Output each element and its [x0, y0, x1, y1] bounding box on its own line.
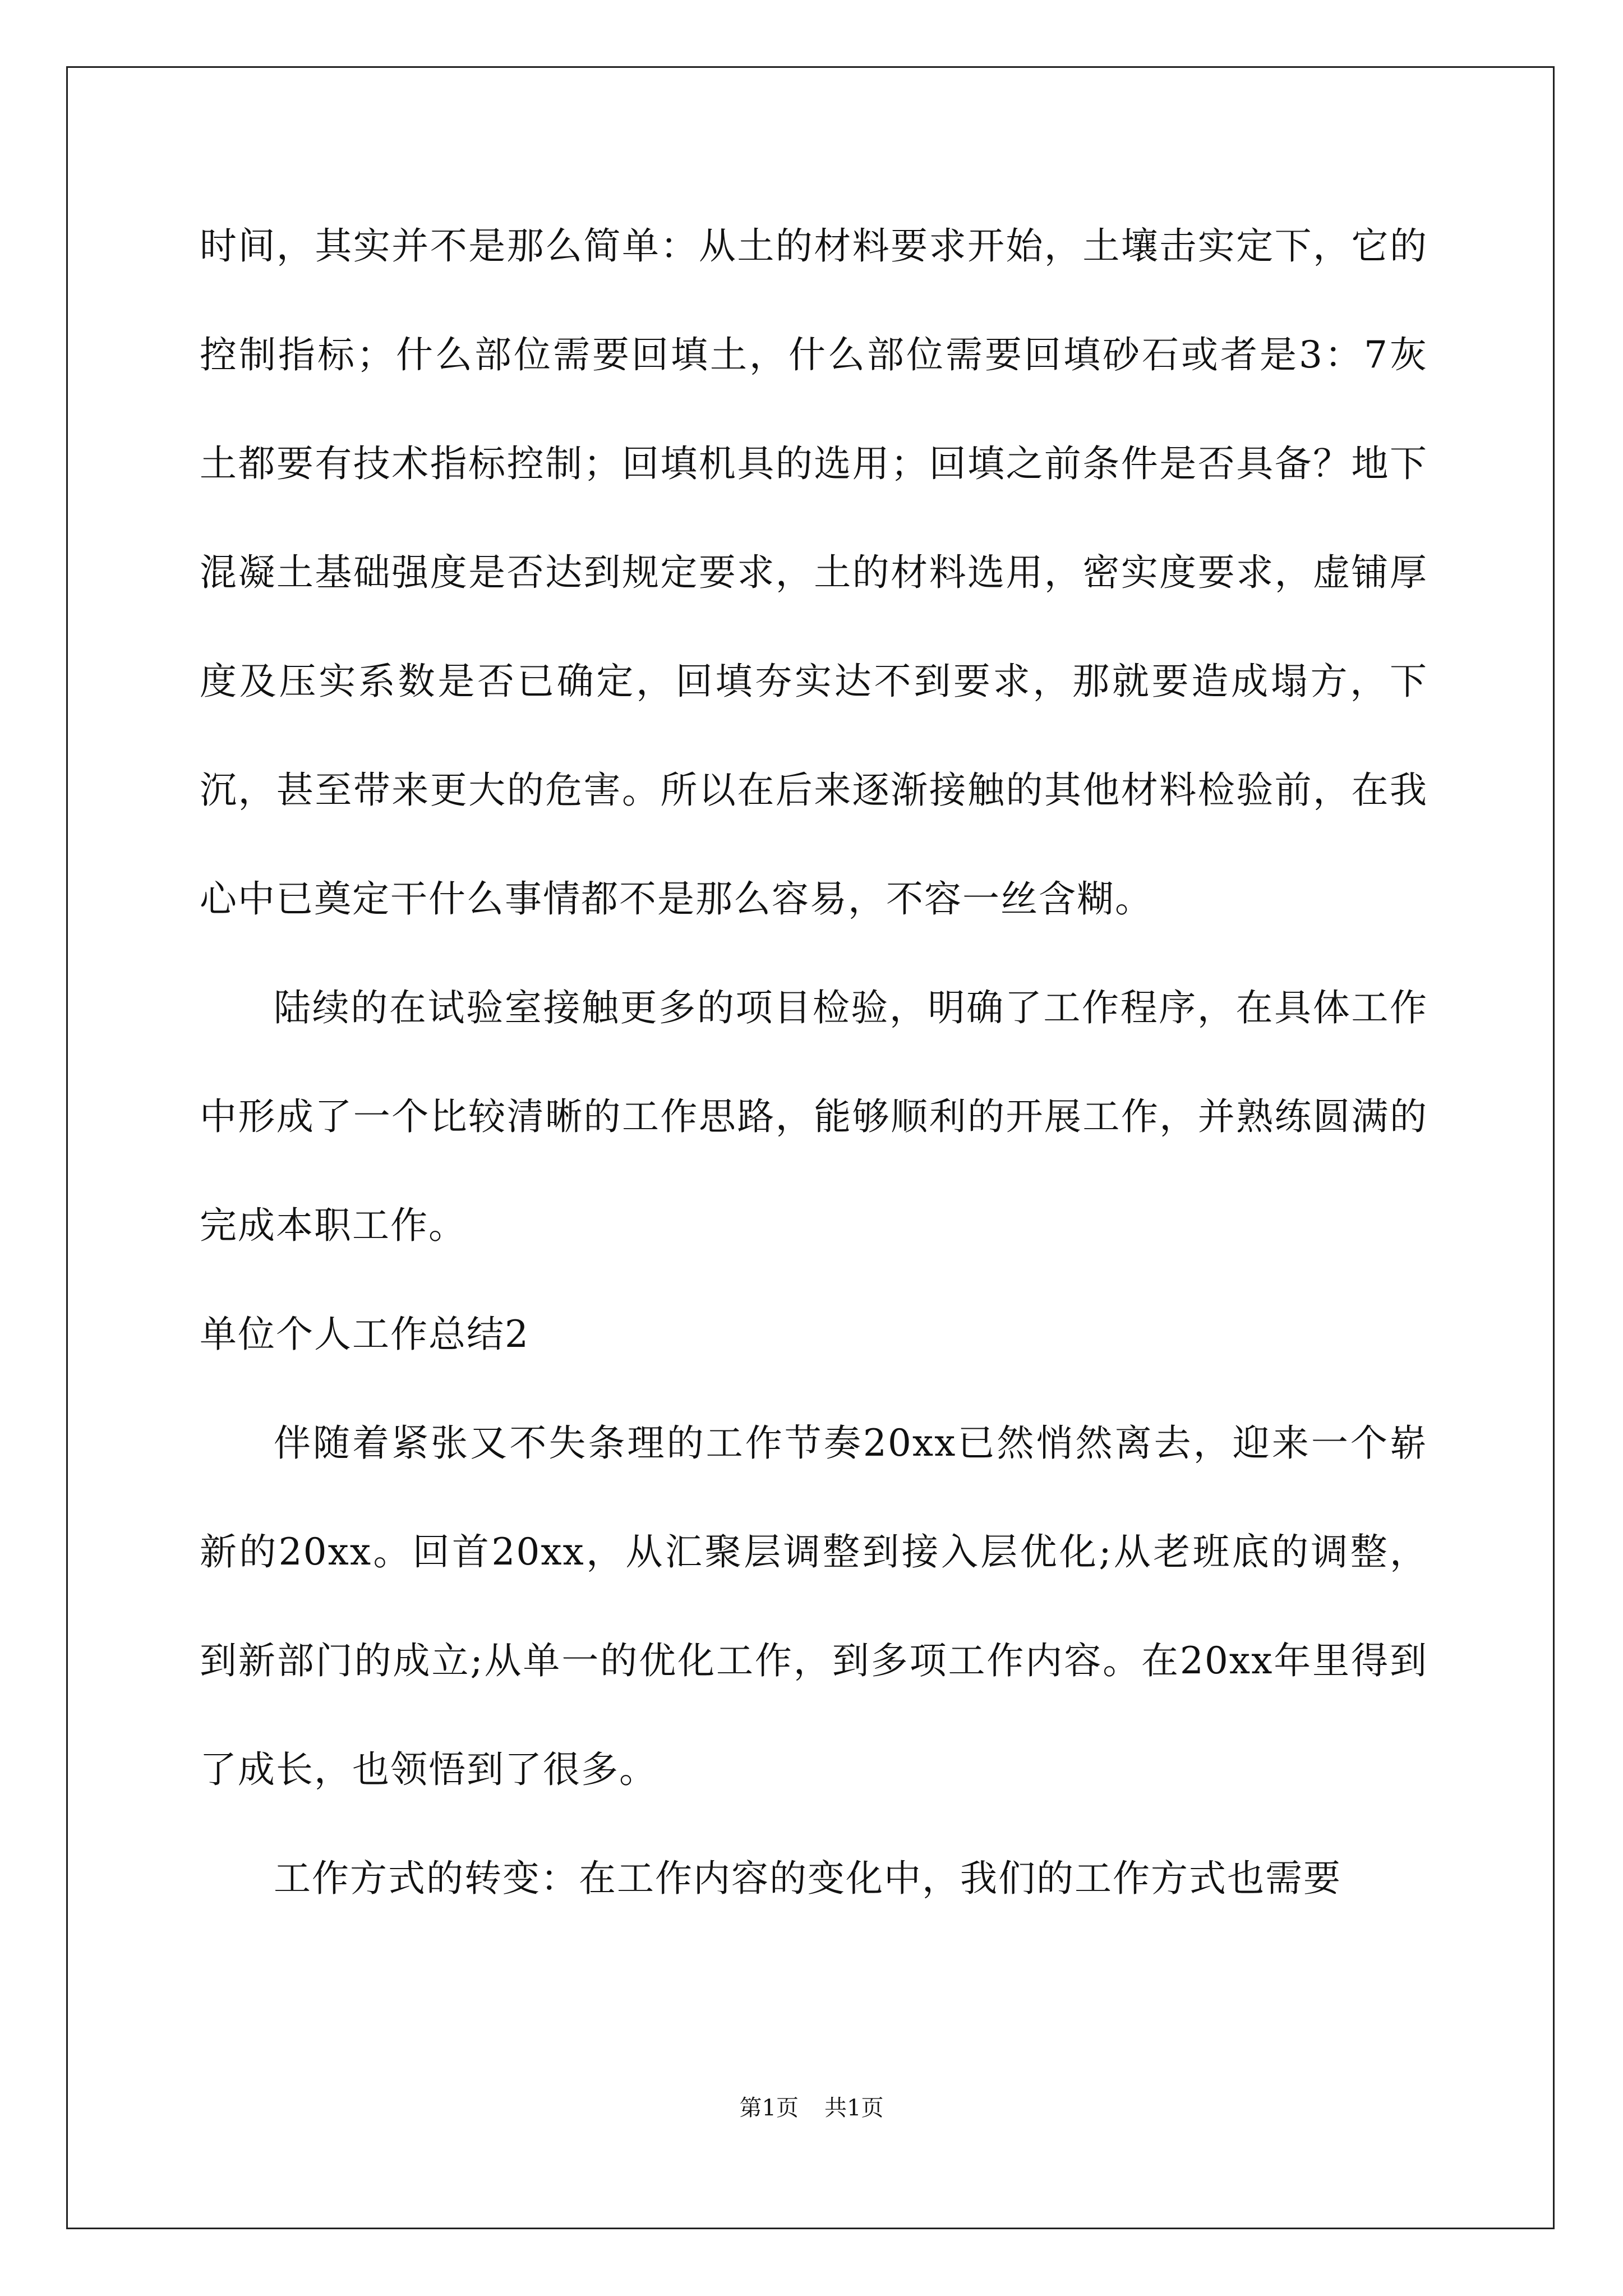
page-number: 第1页 — [739, 2095, 799, 2121]
paragraph-1: 时间，其实并不是那么简单：从土的材料要求开始，土壤击实定下，它的控制指标；什么部位需要回填土，什么部位需要回填砂石或者是3：7灰土都要有技术指标控制；回填机具的选用；回填之前条件是否具备？地下混凝土基础强度是否达到规定要求，土的材料选用，密实度要求，虚铺厚度及压实系数是否已确定，回填夯实达不到要求，那就要造成塌方，下沉，甚至带来更大的危害。所以在后来逐渐接触的其他材料检验前，在我心中已奠定干什么事情都不是那么容易，不容一丝含糊。 — [200, 224, 1428, 921]
paragraph-3: 伴随着紧张又不失条理的工作节奏20xx已然悄然离去，迎来一个崭新的20xx。回首20xx，从汇聚层调整到接入层优化;从老班底的调整，到新部门的成立;从单一的优化工作，到多项工作内容。在20xx年里得到了成长，也领悟到了很多。 — [200, 1421, 1428, 1791]
section-heading: 单位个人工作总结2 — [200, 1313, 529, 1356]
paragraph-2: 陆续的在试验室接触更多的项目检验，明确了工作程序，在具体工作中形成了一个比较清晰的工作思路，能够顺利的开展工作，并熟练圆满的完成本职工作。 — [200, 986, 1428, 1247]
document-body — [200, 192, 1428, 1933]
page-total: 共1页 — [824, 2095, 884, 2121]
page-footer — [0, 2091, 1623, 2125]
paragraph-4: 工作方式的转变：在工作内容的变化中，我们的工作方式也需要 — [274, 1857, 1341, 1900]
